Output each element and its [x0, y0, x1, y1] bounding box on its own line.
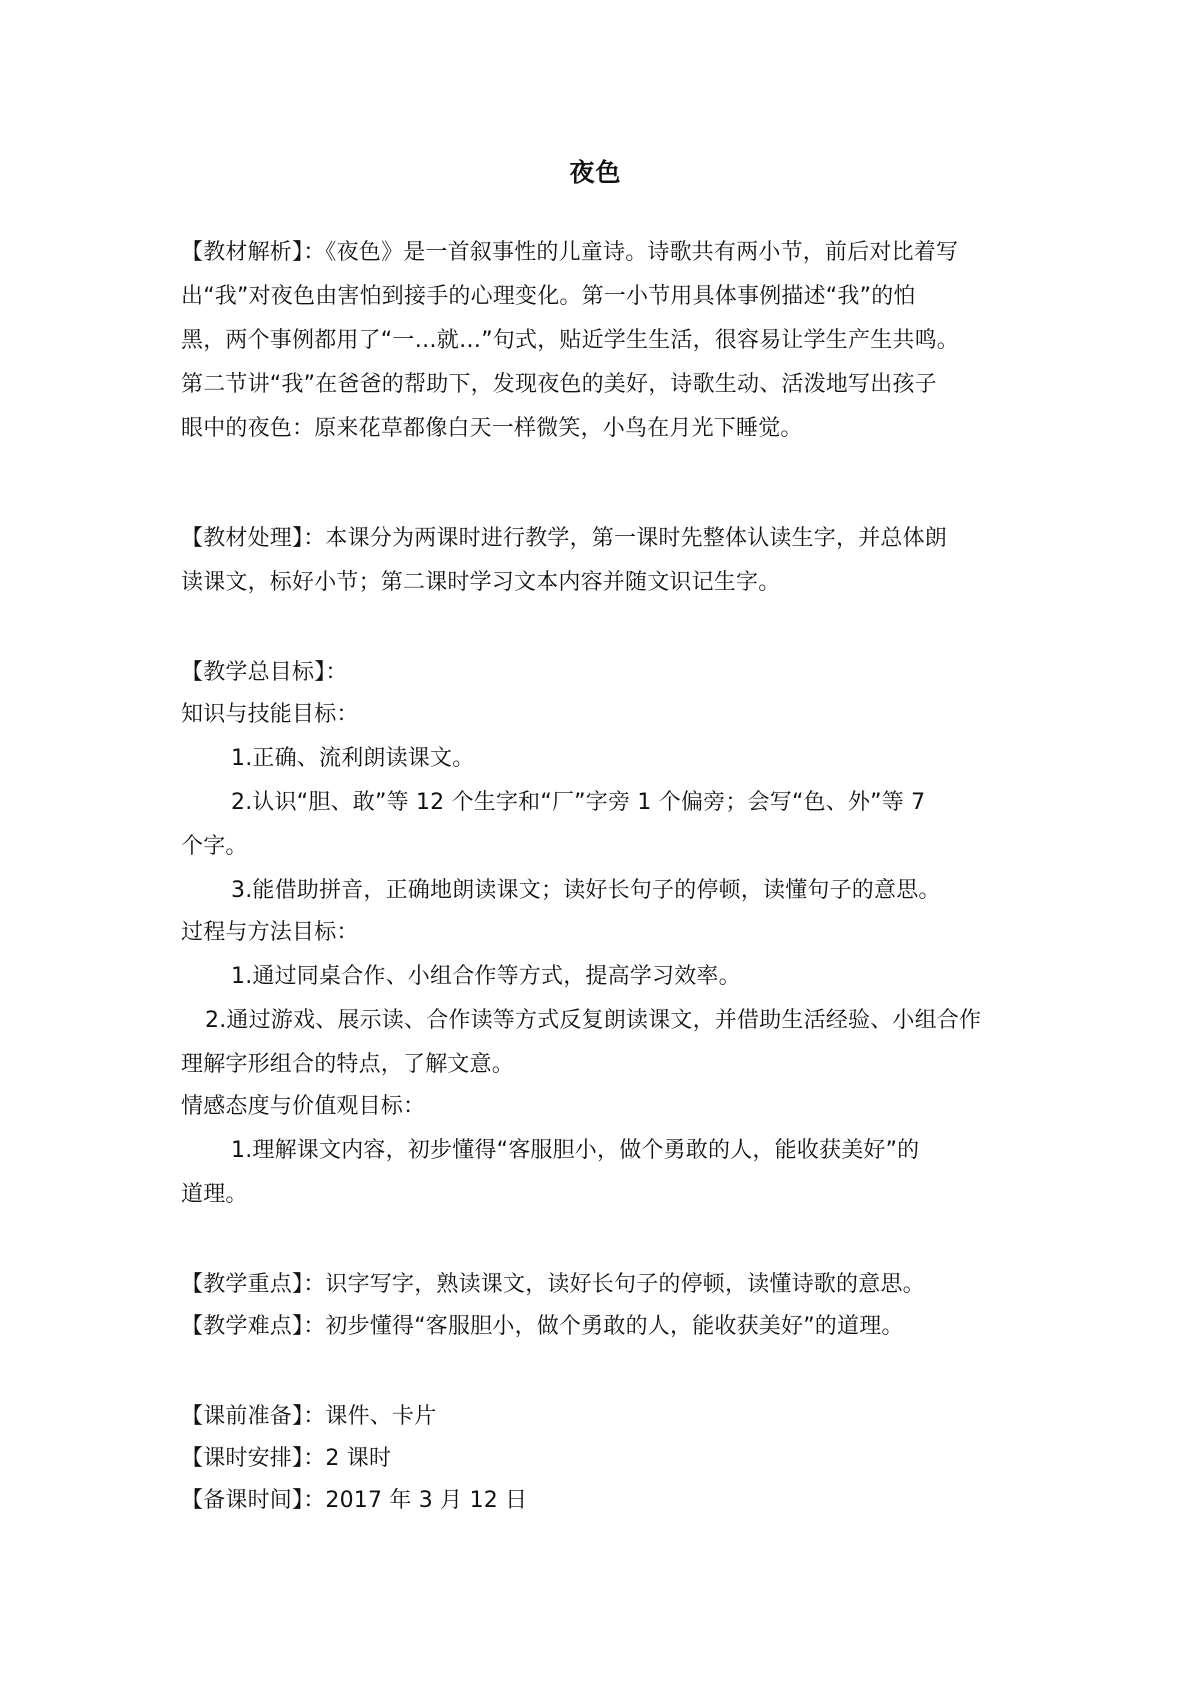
analysis-line-5: 眼中的夜色：原来花草都像白天一样微笑，小鸟在月光下睡觉。	[181, 416, 803, 441]
processing-line-2: 读课文，标好小节；第二课时学习文本内容并随文识记生字。	[181, 570, 781, 595]
knowledge-item-2: 2.认识“胆、敢”等 12 个生字和“厂”字旁 1 个偏旁；会写“色、外”等 7	[231, 790, 926, 815]
analysis-line-1	[181, 242, 958, 264]
analysis-line-3: 黑，两个事例都用了“一…就…”句式，贴近学生生活，很容易让学生产生共鸣。	[181, 328, 959, 353]
analysis-line-4: 第二节讲“我”在爸爸的帮助下，发现夜色的美好，诗歌生动、活泼地写出孩子	[181, 372, 937, 397]
process-item-1: 1.通过同桌合作、小组合作等方式，提高学习效率。	[231, 964, 741, 989]
prep-text: 课件、卡片	[325, 1404, 437, 1429]
key-points-heading: 【教学重点】：	[181, 1272, 326, 1297]
analysis-heading: 【教材解析】：	[181, 240, 326, 265]
date-text: 2017 年 3 月 12 日	[325, 1488, 528, 1513]
date-heading: 【备课时间】：	[181, 1488, 326, 1513]
difficulties-heading: 【教学难点】：	[181, 1314, 326, 1339]
knowledge-item-3: 3.能借助拼音，正确地朗读课文；读好长句子的停顿，读懂句子的意思。	[231, 878, 941, 903]
difficulties-text: 初步懂得“客服胆小，做个勇敢的人，能收获美好”的道理。	[325, 1314, 904, 1339]
goals-heading: 【教学总目标】：	[181, 660, 348, 685]
process-item-2-cont: 理解字形组合的特点，了解文意。	[181, 1052, 515, 1077]
schedule-line	[181, 1448, 391, 1470]
schedule-heading: 【课时安排】：	[181, 1446, 326, 1471]
knowledge-item-2-cont: 个字。	[181, 834, 248, 859]
process-item-2: 2.通过游戏、展示读、合作读等方式反复朗读课文，并借助生活经验、小组合作	[205, 1008, 982, 1033]
analysis-line-2: 出“我”对夜色由害怕到接手的心理变化。第一小节用具体事例描述“我”的怕	[181, 284, 916, 309]
key-points-line	[181, 1274, 925, 1296]
emotion-item-1: 1.理解课文内容，初步懂得“客服胆小，做个勇敢的人，能收获美好”的	[231, 1138, 920, 1163]
processing-heading: 【教材处理】：	[181, 526, 326, 551]
prep-heading: 【课前准备】：	[181, 1404, 326, 1429]
process-heading: 过程与方法目标：	[181, 920, 359, 945]
processing-text: 本课分为两课时进行教学，第一课时先整体认读生字，并总体朗	[325, 526, 948, 551]
date-line	[181, 1490, 527, 1512]
prep-line	[181, 1406, 436, 1428]
emotion-heading: 情感态度与价值观目标：	[181, 1094, 426, 1119]
analysis-text: 《夜色》是一首叙事性的儿童诗。诗歌共有两小节，前后对比着写	[325, 240, 959, 265]
processing-line-1	[181, 528, 947, 550]
knowledge-item-1: 1.正确、流利朗读课文。	[231, 746, 475, 771]
schedule-text: 2 课时	[325, 1446, 392, 1471]
page-title: 夜色	[569, 158, 622, 187]
difficulties-line	[181, 1316, 904, 1338]
key-points-text: 识字写字，熟读课文，读好长句子的停顿，读懂诗歌的意思。	[325, 1272, 925, 1297]
emotion-item-1-cont: 道理。	[181, 1182, 248, 1207]
knowledge-heading: 知识与技能目标：	[181, 702, 359, 727]
